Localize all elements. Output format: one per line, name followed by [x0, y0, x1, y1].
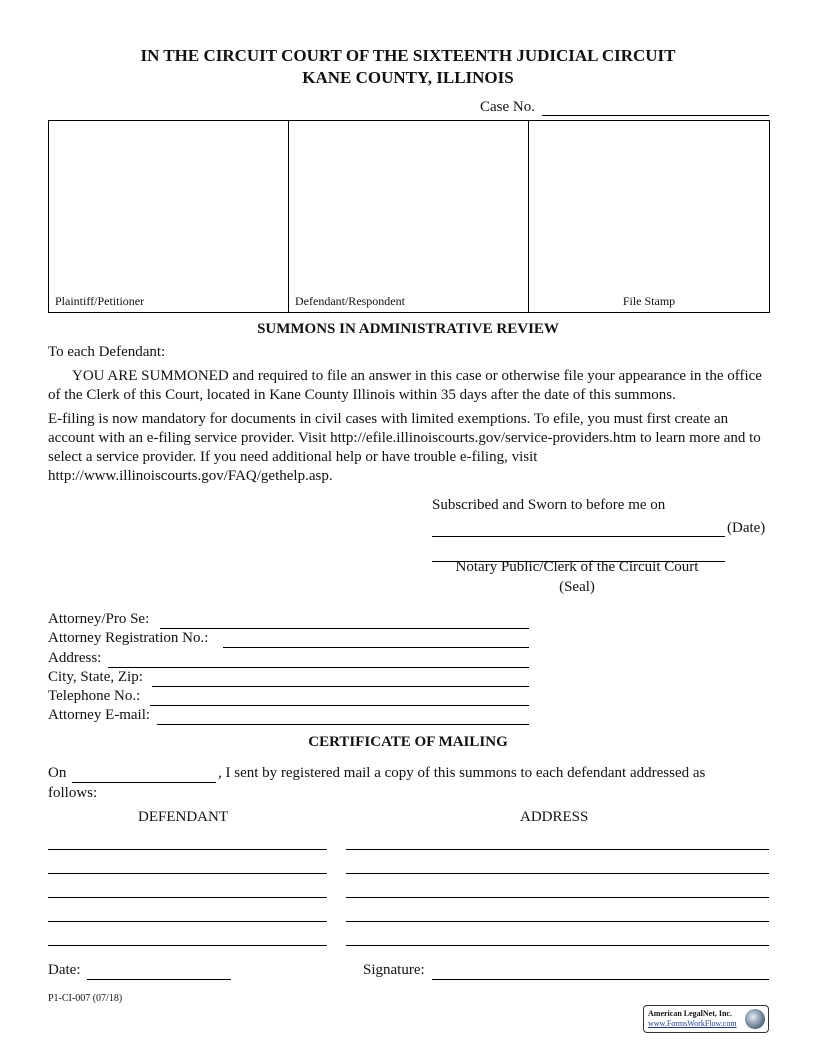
registration-field[interactable]: [223, 647, 529, 648]
attorney-field[interactable]: [160, 628, 529, 629]
greeting: To each Defendant:: [48, 344, 166, 360]
mailing-sentence: , I sent by registered mail a copy of this summons to each defendant addressed as: [218, 765, 706, 781]
defendant-line[interactable]: [48, 945, 327, 946]
case-no-field[interactable]: [542, 115, 769, 116]
defendant-label: Defendant/Respondent: [295, 294, 405, 308]
attorney-label: Attorney/Pro Se:: [48, 611, 150, 627]
address-line[interactable]: [346, 897, 769, 898]
defendant-line[interactable]: [48, 921, 327, 922]
logo-company: American LegalNet, Inc.: [648, 1009, 732, 1018]
court-header-line2: KANE COUNTY, ILLINOIS: [302, 68, 514, 87]
caption-table: [48, 120, 770, 313]
defendant-column-header: DEFENDANT: [138, 809, 228, 825]
plaintiff-label: Plaintiff/Petitioner: [55, 294, 145, 308]
signature-label: Signature:: [363, 962, 425, 978]
form-id: P1-CI-007 (07/18): [48, 993, 123, 1004]
telephone-label: Telephone No.:: [48, 688, 141, 704]
footer-date-field[interactable]: [87, 979, 231, 980]
telephone-field[interactable]: [150, 705, 529, 706]
signature-field[interactable]: [432, 979, 769, 980]
address-label: Address:: [48, 650, 102, 666]
certificate-title: CERTIFICATE OF MAILING: [308, 734, 508, 750]
date-label: (Date): [727, 520, 766, 536]
notary-label: Notary Public/Clerk of the Circuit Court: [455, 559, 699, 575]
registration-label: Attorney Registration No.:: [48, 630, 209, 646]
document-title: SUMMONS IN ADMINISTRATIVE REVIEW: [257, 321, 559, 337]
defendant-line[interactable]: [48, 873, 327, 874]
legalnet-logo[interactable]: [643, 1005, 769, 1033]
email-label: Attorney E-mail:: [48, 707, 151, 723]
logo-url[interactable]: www.FormsWorkFlow.com: [648, 1019, 737, 1028]
caption-divider: [528, 120, 529, 313]
city-state-zip-field[interactable]: [152, 686, 529, 687]
defendant-line[interactable]: [48, 897, 327, 898]
caption-divider: [288, 120, 289, 313]
court-header-line1: IN THE CIRCUIT COURT OF THE SIXTEENTH JUDICIAL CIRCUIT: [140, 46, 676, 65]
city-state-zip-label: City, State, Zip:: [48, 669, 143, 685]
efiling-paragraph: E-filing is now mandatory for documents in civil cases with limited exemptions. To efile, you must first create an account with an e-filing service provider. Visit http://efile.illinoiscourts.gov/service-providers.htm to learn more and to select a service provider. If you need additional help or have trouble e-filing, visit http://www.illinoiscourts.gov/FAQ/gethelp.asp.: [48, 411, 761, 484]
case-no-label: Case No.: [480, 99, 535, 115]
globe-icon: [745, 1009, 765, 1029]
address-column-header: ADDRESS: [520, 809, 589, 825]
mailing-date-field[interactable]: [72, 782, 216, 783]
address-field[interactable]: [108, 667, 529, 668]
on-label: On: [48, 765, 67, 781]
seal-label: (Seal): [559, 579, 595, 595]
mailing-sentence-end: follows:: [48, 785, 98, 801]
address-line[interactable]: [346, 921, 769, 922]
email-field[interactable]: [157, 724, 529, 725]
sworn-date-field[interactable]: [432, 536, 725, 537]
summons-paragraph: YOU ARE SUMMONED and required to file an answer in this case or otherwise file your appearance in the office of the Clerk of this Court, located in Kane County Illinois within 35 days after the date of this summons.: [48, 368, 762, 403]
address-line[interactable]: [346, 849, 769, 850]
footer-date-label: Date:: [48, 962, 81, 978]
file-stamp-label: File Stamp: [622, 294, 676, 308]
address-line[interactable]: [346, 873, 769, 874]
address-line[interactable]: [346, 945, 769, 946]
subscribed-label: Subscribed and Sworn to before me on: [432, 497, 666, 513]
defendant-line[interactable]: [48, 849, 327, 850]
